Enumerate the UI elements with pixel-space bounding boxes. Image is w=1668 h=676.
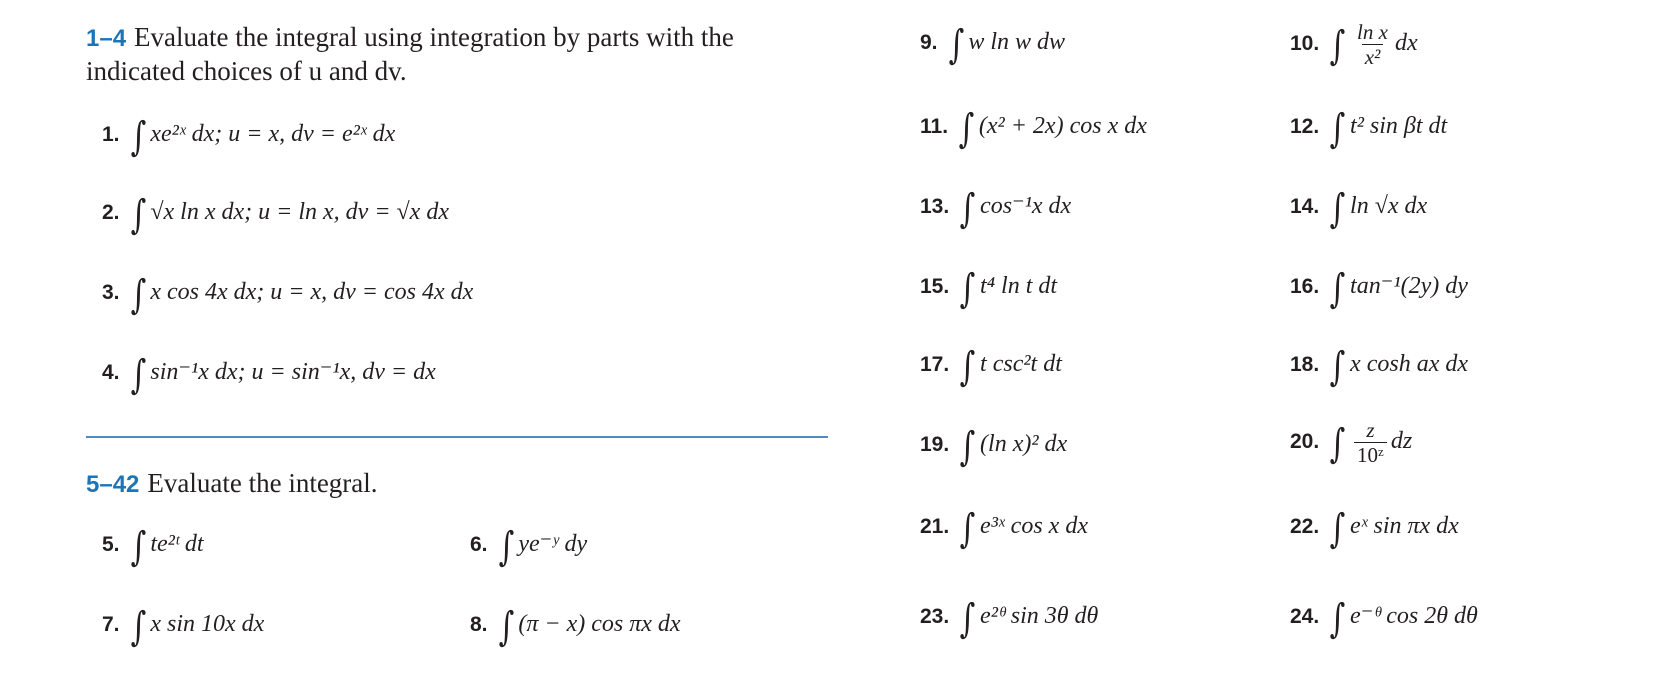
- problem-number: 15.: [920, 275, 950, 298]
- problem-14: [1290, 186, 1428, 232]
- problem-number: 23.: [920, 605, 950, 628]
- problem-number: 1.: [102, 123, 120, 146]
- integral-sign-icon: ∫: [1329, 421, 1346, 468]
- problem-number: 22.: [1290, 515, 1320, 538]
- problem-7: [102, 604, 265, 650]
- section-1-4-header-line2: indicated choices of u and dv.: [86, 56, 407, 86]
- problem-24: [1290, 596, 1478, 642]
- problem-16: [1290, 266, 1468, 312]
- section-divider: [86, 436, 828, 438]
- integral-sign-icon: ∫: [959, 596, 976, 642]
- problem-13: [920, 186, 1072, 232]
- problem-11: [920, 106, 1147, 152]
- fraction-denominator: 10ᶻ: [1354, 442, 1387, 467]
- problem-number: 12.: [1290, 115, 1320, 138]
- problem-number: 20.: [1290, 430, 1320, 454]
- problem-9: [920, 22, 1066, 68]
- problem-10: [1290, 20, 1418, 69]
- problem-number: 11.: [920, 115, 949, 138]
- fraction: [1354, 418, 1387, 467]
- integral-sign-icon: ∫: [130, 192, 146, 238]
- problem-number: 17.: [920, 353, 950, 376]
- problem-23: [920, 596, 1099, 642]
- problem-number: 21.: [920, 515, 950, 538]
- integral-sign-icon: ∫: [1329, 344, 1346, 390]
- problem-expression: dz: [1390, 428, 1413, 455]
- integral-sign-icon: ∫: [959, 344, 976, 390]
- integral-sign-icon: ∫: [959, 186, 976, 232]
- problem-expression: eˣ sin πx dx: [1350, 513, 1459, 539]
- fraction-numerator: z: [1366, 418, 1375, 442]
- integral-sign-icon: ∫: [1329, 186, 1346, 232]
- problem-number: 10.: [1290, 32, 1320, 56]
- integral-sign-icon: ∫: [948, 22, 964, 68]
- problem-15: [920, 266, 1058, 312]
- problem-expression: e⁻ᶿ cos 2θ dθ: [1350, 603, 1478, 629]
- problem-3: [102, 272, 474, 318]
- problem-expression: t² sin βt dt: [1350, 113, 1448, 139]
- problem-expression: e²ᶿ sin 3θ dθ: [980, 603, 1099, 629]
- problem-expression: t csc²t dt: [980, 351, 1062, 377]
- problem-6: [470, 524, 588, 570]
- problem-21: [920, 506, 1088, 552]
- section-range: 5–42: [86, 471, 140, 498]
- problem-20: [1290, 418, 1412, 467]
- problem-number: 2.: [102, 201, 120, 224]
- problem-number: 4.: [102, 361, 120, 384]
- problem-expression: (x² + 2x) cos x dx: [978, 113, 1147, 139]
- problem-1: [102, 114, 396, 160]
- problem-19: [920, 424, 1068, 470]
- integral-sign-icon: ∫: [1329, 596, 1346, 642]
- problem-number: 6.: [470, 533, 488, 556]
- problem-expression: x cosh ax dx: [1350, 351, 1468, 377]
- problem-4: [102, 352, 436, 398]
- problem-number: 13.: [920, 195, 950, 218]
- problem-expression: x sin 10x dx: [150, 611, 265, 637]
- problem-number: 19.: [920, 433, 950, 456]
- problem-number: 16.: [1290, 275, 1320, 298]
- integral-sign-icon: ∫: [130, 352, 146, 398]
- problem-number: 8.: [470, 613, 488, 636]
- integral-sign-icon: ∫: [958, 106, 975, 152]
- integral-sign-icon: ∫: [1329, 106, 1346, 152]
- problem-expression: xe²ˣ dx; u = x, dv = e²ˣ dx: [150, 121, 396, 147]
- problem-expression: dx: [1394, 30, 1418, 57]
- problem-18: [1290, 344, 1468, 390]
- problem-22: [1290, 506, 1459, 552]
- section-instructions: Evaluate the integral.: [147, 468, 378, 498]
- problem-expression: t⁴ ln t dt: [980, 273, 1058, 299]
- integral-sign-icon: ∫: [130, 114, 146, 160]
- problem-expression: te²ᵗ dt: [150, 531, 204, 557]
- section-instructions: Evaluate the integral using integration by parts with the: [134, 22, 734, 52]
- section-5-42-header: [86, 466, 378, 502]
- problem-expression: x cos 4x dx; u = x, dv = cos 4x dx: [150, 279, 474, 305]
- integral-sign-icon: ∫: [959, 506, 976, 552]
- problem-2: [102, 192, 449, 238]
- problem-17: [920, 344, 1062, 390]
- integral-sign-icon: ∫: [1329, 506, 1346, 552]
- problem-number: 7.: [102, 613, 120, 636]
- fraction-denominator: x²: [1362, 44, 1384, 69]
- integral-sign-icon: ∫: [959, 266, 976, 312]
- integral-sign-icon: ∫: [1329, 23, 1346, 70]
- problem-expression: w ln w dw: [968, 29, 1066, 55]
- problem-expression: e³ˣ cos x dx: [980, 513, 1088, 539]
- integral-sign-icon: ∫: [130, 524, 146, 570]
- problem-number: 14.: [1290, 195, 1320, 218]
- fraction-numerator: ln x: [1357, 20, 1388, 44]
- problem-number: 3.: [102, 281, 120, 304]
- problem-number: 9.: [920, 31, 938, 54]
- problem-8: [470, 604, 681, 650]
- integral-sign-icon: ∫: [498, 524, 514, 570]
- problem-expression: sin⁻¹x dx; u = sin⁻¹x, dv = dx: [150, 359, 436, 385]
- integral-sign-icon: ∫: [498, 604, 514, 650]
- problem-expression: (ln x)² dx: [980, 431, 1068, 457]
- problem-expression: √x ln x dx; u = ln x, dv = √x dx: [150, 199, 449, 225]
- section-1-4-header: [86, 20, 734, 56]
- problem-5: [102, 524, 204, 570]
- problem-expression: tan⁻¹(2y) dy: [1350, 273, 1468, 299]
- problem-expression: (π − x) cos πx dx: [518, 611, 681, 637]
- integral-sign-icon: ∫: [130, 604, 146, 650]
- problem-number: 18.: [1290, 353, 1320, 376]
- problem-expression: cos⁻¹x dx: [980, 193, 1072, 219]
- integral-sign-icon: ∫: [130, 272, 146, 318]
- integral-sign-icon: ∫: [959, 424, 976, 470]
- problem-number: 5.: [102, 533, 120, 556]
- problem-expression: ln √x dx: [1350, 193, 1428, 219]
- section-range: 1–4: [86, 25, 127, 52]
- problem-number: 24.: [1290, 605, 1320, 628]
- fraction: [1354, 20, 1391, 69]
- problem-12: [1290, 106, 1448, 152]
- integral-sign-icon: ∫: [1329, 266, 1346, 312]
- problem-expression: ye⁻ʸ dy: [518, 531, 588, 557]
